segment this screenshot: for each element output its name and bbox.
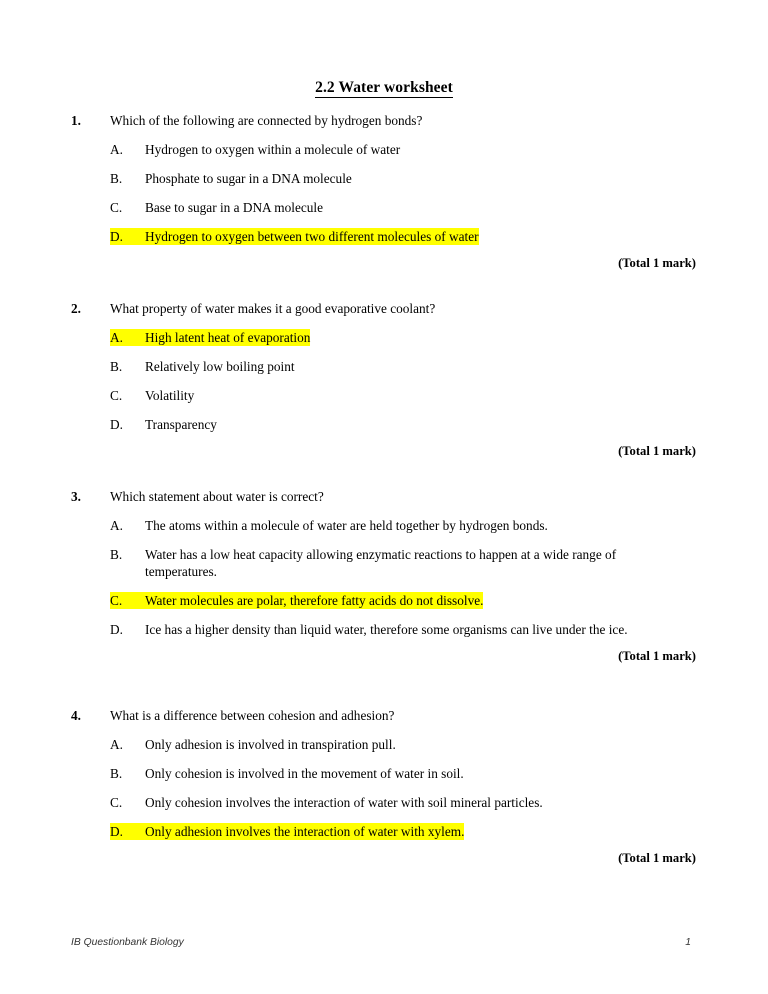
question-stem-text: What property of water makes it a good evaporative coolant? xyxy=(110,301,436,316)
answer-option[interactable] xyxy=(0,517,768,534)
question-stem xyxy=(0,488,768,505)
answer-option-letter: D. xyxy=(110,622,123,637)
total-mark-label: (Total 1 mark) xyxy=(618,649,696,663)
answer-option-highlighted[interactable] xyxy=(0,228,768,245)
answer-option-text: Only adhesion involves the interaction of water with xylem. xyxy=(145,824,465,839)
answer-option-text: Relatively low boiling point xyxy=(145,359,295,374)
answer-option[interactable] xyxy=(0,546,768,580)
answer-option[interactable] xyxy=(0,358,768,375)
page-title-text: 2.2 Water worksheet xyxy=(315,79,453,96)
question-stem-text: Which statement about water is correct? xyxy=(110,489,324,504)
answer-option-body xyxy=(110,621,628,638)
question-stem xyxy=(0,707,768,724)
answer-option-text: Hydrogen to oxygen between two different molecules of water xyxy=(145,229,479,244)
answer-option-text: Transparency xyxy=(145,417,217,432)
answer-options xyxy=(0,329,768,433)
question-number: 2. xyxy=(71,301,81,316)
answer-option-body xyxy=(110,387,194,404)
answer-option[interactable] xyxy=(0,170,768,187)
answer-option-text: Only adhesion is involved in transpiration pull. xyxy=(145,737,396,752)
answer-option-body xyxy=(110,794,543,811)
answer-option-text: Water molecules are polar, therefore fatty acids do not dissolve. xyxy=(145,593,484,608)
answer-option-text: Only cohesion is involved in the movement of water in soil. xyxy=(145,766,464,781)
total-mark-label: (Total 1 mark) xyxy=(618,444,696,458)
question-block xyxy=(0,112,768,271)
answer-option[interactable] xyxy=(0,387,768,404)
answer-option-text: High latent heat of evaporation xyxy=(145,330,311,345)
answer-option-body xyxy=(110,199,323,216)
answer-option-letter: C. xyxy=(110,593,123,608)
answer-option-letter: A. xyxy=(110,737,123,752)
answer-option-text: Only cohesion involves the interaction of water with soil mineral particles. xyxy=(145,795,543,810)
question-block xyxy=(0,488,768,664)
answer-option-text: Hydrogen to oxygen within a molecule of water xyxy=(145,142,401,157)
answer-option-body xyxy=(110,170,352,187)
page-title xyxy=(0,79,768,97)
question-number: 4. xyxy=(71,708,81,723)
answer-option-letter: C. xyxy=(110,388,123,403)
answer-options xyxy=(0,517,768,638)
answer-option-highlighted[interactable] xyxy=(0,823,768,840)
answer-option[interactable] xyxy=(0,141,768,158)
question-block xyxy=(0,707,768,866)
answer-option[interactable] xyxy=(0,736,768,753)
question-stem-text: Which of the following are connected by hydrogen bonds? xyxy=(110,113,423,128)
question-stem xyxy=(0,112,768,129)
answer-option[interactable] xyxy=(0,621,768,638)
answer-option-letter: B. xyxy=(110,766,123,781)
answer-option-letter: A. xyxy=(110,142,123,157)
answer-option-letter: D. xyxy=(110,417,123,432)
answer-option-body xyxy=(110,736,396,753)
answer-option-letter: B. xyxy=(110,359,123,374)
total-mark-label: (Total 1 mark) xyxy=(618,851,696,865)
question-block xyxy=(0,300,768,459)
answer-option-letter: B. xyxy=(110,547,123,562)
answer-option-body xyxy=(110,228,479,245)
answer-option-highlighted[interactable] xyxy=(0,592,768,609)
answer-option-letter: C. xyxy=(110,200,123,215)
answer-options xyxy=(0,736,768,840)
footer-page-number: 1 xyxy=(685,937,691,948)
answer-option[interactable] xyxy=(0,794,768,811)
answer-options xyxy=(0,141,768,245)
answer-option[interactable] xyxy=(0,416,768,433)
answer-option-letter: A. xyxy=(110,518,123,533)
total-mark-label: (Total 1 mark) xyxy=(618,256,696,270)
answer-option-letter: B. xyxy=(110,171,123,186)
answer-option-body xyxy=(110,546,690,580)
answer-option-text: Phosphate to sugar in a DNA molecule xyxy=(145,171,352,186)
footer-source: IB Questionbank Biology xyxy=(71,937,184,948)
answer-option-text: Ice has a higher density than liquid water, therefore some organisms can live under the ice. xyxy=(145,622,628,637)
answer-option-body xyxy=(110,329,310,346)
answer-option-text: Water has a low heat capacity allowing enzymatic reactions to happen at a wide range of temperatures. xyxy=(145,547,617,579)
answer-option[interactable] xyxy=(0,199,768,216)
answer-option-text: Volatility xyxy=(145,388,195,403)
answer-option[interactable] xyxy=(0,765,768,782)
answer-option-body xyxy=(110,823,464,840)
question-number: 1. xyxy=(71,113,81,128)
answer-option-text: The atoms within a molecule of water are held together by hydrogen bonds. xyxy=(145,518,548,533)
answer-option-body xyxy=(110,765,464,782)
answer-option-letter: D. xyxy=(110,824,123,839)
question-stem-text: What is a difference between cohesion and adhesion? xyxy=(110,708,395,723)
answer-option-body xyxy=(110,416,217,433)
page-footer xyxy=(71,937,691,948)
answer-option-body xyxy=(110,517,548,534)
answer-option-highlighted[interactable] xyxy=(0,329,768,346)
answer-option-body xyxy=(110,358,295,375)
answer-option-letter: D. xyxy=(110,229,123,244)
answer-option-body xyxy=(110,592,483,609)
question-stem xyxy=(0,300,768,317)
question-number: 3. xyxy=(71,489,81,504)
answer-option-text: Base to sugar in a DNA molecule xyxy=(145,200,323,215)
answer-option-letter: A. xyxy=(110,330,123,345)
answer-option-letter: C. xyxy=(110,795,123,810)
answer-option-body xyxy=(110,141,400,158)
